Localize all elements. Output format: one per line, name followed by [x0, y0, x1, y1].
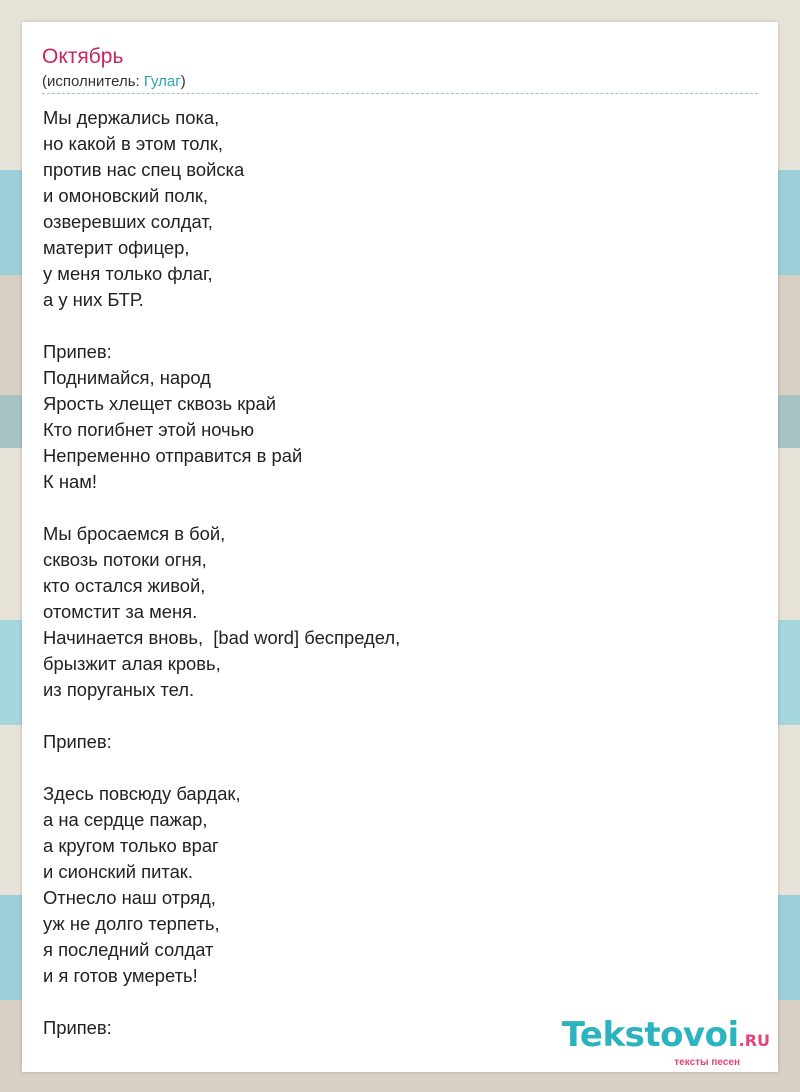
- lyrics-text: Мы держались пока, но какой в этом толк, против нас спец войска и омоновский полк, озверевших солдат, материт офицер, у меня только флаг, а у них БТР. Припев: Поднимайся, народ Ярость хлещет сквозь край Кто погибнет этой ночью Непременно отправится в рай К нам! Мы бросаемся в бой, сквозь потоки огня, кто остался живой, отомстит за меня. Начинается вновь, [bad word] беспредел, брызжит алая кровь, из поруганых тел. Припев: Здесь повсюду бардак, а на сердце пажар, а кругом только враг и сионский питак. Отнесло наш отряд, уж не долго терпеть, я последний солдат и я готов умереть! Припев:: [43, 107, 401, 1038]
- artist-prefix: (исполнитель:: [42, 73, 144, 90]
- artist-suffix: ): [180, 73, 186, 90]
- song-title: Октябрь: [42, 45, 124, 68]
- title-divider: [42, 93, 758, 94]
- artist-link[interactable]: Гулаг: [143, 73, 181, 90]
- logo-tagline: тексты песен: [674, 1057, 740, 1068]
- site-logo[interactable]: [562, 1017, 770, 1068]
- artist-line: [42, 73, 186, 91]
- logo-name: Tekstovoi: [561, 1015, 739, 1055]
- logo-domain: .RU: [738, 1031, 770, 1050]
- lyrics-card: [22, 22, 778, 1072]
